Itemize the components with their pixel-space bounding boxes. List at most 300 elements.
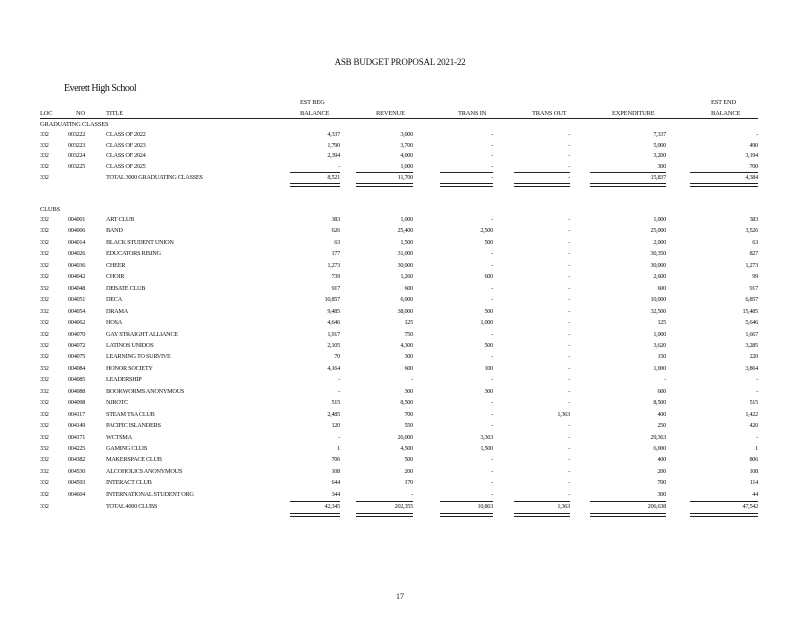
cell-trans-out: - [568, 250, 570, 258]
table-row [0, 318, 800, 328]
cell-expenditure: 8,500 [653, 399, 666, 407]
cell-end-balance: - [756, 376, 758, 384]
total-double-rule [440, 183, 493, 187]
cell-no: 003225 [68, 162, 86, 170]
cell-expenditure: 1,000 [653, 216, 666, 223]
cell-end-balance: 5,646 [745, 319, 758, 327]
total-rule [690, 172, 758, 173]
cell-end-balance: 827 [749, 250, 758, 258]
total-row [0, 502, 800, 512]
total-double-rule [690, 183, 758, 187]
cell-expenditure: 300 [657, 490, 666, 498]
total-double-rule [514, 513, 570, 517]
cell-no: 004026 [68, 250, 86, 258]
cell-end-balance: 3,194 [745, 152, 758, 160]
cell-trans-out: - [568, 387, 570, 395]
cell-expenditure: 200 [657, 467, 666, 475]
cell-beg-balance: 1,273 [327, 261, 340, 269]
cell-loc: 332 [40, 296, 49, 304]
total-double-rule [290, 513, 340, 517]
cell-expenditure: 7,337 [653, 131, 666, 138]
table-row [0, 478, 800, 488]
cell-trans-in: - [491, 399, 493, 407]
cell-end-balance: 806 [749, 456, 758, 464]
table-row [0, 375, 800, 385]
cell-revenue: 500 [404, 456, 413, 464]
cell-end-balance: - [756, 387, 758, 395]
cell-no: 004088 [68, 387, 86, 395]
cell-no: 004117 [68, 410, 85, 418]
cell-revenue: 1,500 [400, 238, 413, 246]
cell-title: CLASS OF 2022 [106, 131, 146, 138]
cell-trans-out: - [568, 307, 570, 315]
cell-revenue: - [411, 490, 413, 498]
cell-revenue: 600 [404, 284, 413, 292]
column-header-title: TITLE [106, 110, 124, 117]
table-row [0, 467, 800, 477]
cell-loc: 332 [40, 410, 49, 418]
cell-expenditure: 15,837 [650, 174, 666, 182]
cell-end-balance: 3,864 [745, 364, 758, 372]
cell-beg-balance: 63 [334, 238, 340, 246]
cell-expenditure: 250 [657, 422, 666, 430]
cell-loc: 332 [40, 174, 49, 182]
cell-revenue: 25,400 [397, 227, 413, 235]
cell-trans-out: - [568, 353, 570, 361]
cell-title: HONOR SOCIETY [106, 364, 153, 372]
cell-revenue: 300 [404, 353, 413, 361]
total-rule [514, 501, 570, 502]
cell-trans-in: - [491, 410, 493, 418]
cell-trans-in: 300 [484, 387, 493, 395]
cell-title: INTERACT CLUB [106, 479, 152, 487]
cell-trans-out: - [568, 433, 570, 441]
table-row [0, 307, 800, 317]
cell-expenditure: 400 [657, 456, 666, 464]
cell-loc: 332 [40, 387, 49, 395]
column-header-revenue: REVENUE [376, 110, 405, 117]
cell-revenue: 1,000 [400, 216, 413, 223]
cell-trans-out: - [568, 341, 570, 349]
column-header-trans-in: TRANS IN [458, 110, 487, 117]
cell-trans-in: - [491, 174, 493, 182]
cell-expenditure: 5,000 [653, 141, 666, 149]
cell-loc: 332 [40, 422, 49, 430]
cell-loc: 332 [40, 330, 49, 338]
cell-revenue: 30,000 [397, 261, 413, 269]
cell-trans-out: - [568, 261, 570, 269]
cell-loc: 332 [40, 307, 49, 315]
table-row [0, 284, 800, 294]
cell-title: BAND [106, 227, 123, 235]
cell-no: 004070 [68, 330, 86, 338]
cell-revenue: 3,000 [400, 131, 413, 138]
total-rule [690, 501, 758, 502]
cell-revenue: 8,500 [400, 399, 413, 407]
cell-title: LEARNING TO SURVIVE [106, 353, 171, 361]
total-double-rule [590, 513, 666, 517]
cell-end-balance: 99 [752, 273, 758, 281]
cell-title: HOSA [106, 319, 122, 327]
cell-trans-in: 2,500 [480, 227, 493, 235]
cell-no: 004149 [68, 422, 86, 430]
cell-revenue: 1,260 [400, 273, 413, 281]
cell-beg-balance: 4,164 [327, 364, 340, 372]
table-row [0, 387, 800, 397]
header-rule [40, 118, 758, 119]
cell-expenditure: 25,000 [650, 227, 666, 235]
cell-trans-out: - [568, 479, 570, 487]
cell-trans-out: - [568, 296, 570, 304]
cell-loc: 332 [40, 376, 49, 384]
cell-no: 004530 [68, 467, 86, 475]
cell-no: 004604 [68, 490, 86, 498]
cell-beg-balance: 9,485 [327, 307, 340, 315]
cell-beg-balance: - [338, 162, 340, 170]
total-double-rule [440, 513, 493, 517]
cell-trans-out: - [568, 273, 570, 281]
cell-loc: 332 [40, 284, 49, 292]
table-row [0, 272, 800, 282]
cell-title: BLACK STUDENT UNION [106, 238, 174, 246]
cell-trans-in: 500 [484, 238, 493, 246]
cell-end-balance: 1 [755, 445, 758, 452]
cell-no: 004062 [68, 319, 86, 327]
cell-beg-balance: 626 [331, 227, 340, 235]
cell-trans-out: - [568, 162, 570, 170]
table-row [0, 226, 800, 236]
cell-end-balance: 917 [749, 284, 758, 292]
cell-trans-out: - [568, 238, 570, 246]
cell-title: WCTSMA [106, 433, 132, 441]
cell-trans-out: - [568, 422, 570, 430]
cell-loc: 332 [40, 467, 49, 475]
total-rule [290, 172, 340, 173]
cell-no: 004001 [68, 216, 86, 223]
cell-trans-out: - [568, 319, 570, 327]
cell-revenue: 125 [404, 319, 413, 327]
cell-revenue: 3,700 [400, 141, 413, 149]
table-row [0, 410, 800, 420]
column-header-no: NO [76, 110, 85, 117]
cell-trans-out: - [568, 330, 570, 338]
cell-title: DRAMA [106, 307, 128, 315]
cell-end-balance: 515 [749, 399, 758, 407]
cell-revenue: 600 [404, 364, 413, 372]
cell-trans-out: - [568, 376, 570, 384]
table-row [0, 238, 800, 248]
cell-trans-in: 600 [484, 273, 493, 281]
cell-loc: 332 [40, 364, 49, 372]
cell-revenue: 4,500 [400, 445, 413, 452]
cell-beg-balance: - [338, 387, 340, 395]
cell-beg-balance: 108 [331, 467, 340, 475]
cell-loc: 332 [40, 131, 49, 138]
table-row [0, 215, 800, 225]
cell-end-balance: 6,857 [745, 296, 758, 304]
cell-trans-out: - [568, 399, 570, 407]
table-row [0, 490, 800, 500]
cell-trans-in: - [491, 479, 493, 487]
cell-expenditure: 3,200 [653, 152, 666, 160]
cell-no: 004084 [68, 364, 86, 372]
cell-loc: 332 [40, 238, 49, 246]
cell-revenue: 750 [404, 330, 413, 338]
report-title: ASB BUDGET PROPOSAL 2021-22 [334, 57, 466, 67]
cell-revenue: 550 [404, 422, 413, 430]
cell-trans-out: - [568, 490, 570, 498]
cell-title: CLASS OF 2024 [106, 152, 146, 160]
cell-trans-out: - [568, 152, 570, 160]
cell-beg-balance: - [338, 376, 340, 384]
cell-expenditure: 2,600 [653, 273, 666, 281]
total-double-rule [290, 183, 340, 187]
cell-title: TOTAL 3000 GRADUATING CLASSES [106, 174, 203, 182]
cell-beg-balance: 2,485 [327, 410, 340, 418]
table-row [0, 295, 800, 305]
cell-beg-balance: 1 [337, 445, 340, 452]
cell-beg-balance: 515 [331, 399, 340, 407]
cell-title: TOTAL 4000 CLUBS [106, 503, 158, 511]
cell-beg-balance: - [338, 433, 340, 441]
column-header-trans-out: TRANS OUT [532, 110, 567, 117]
cell-trans-in: - [491, 467, 493, 475]
cell-expenditure: 150 [657, 353, 666, 361]
cell-beg-balance: 383 [331, 216, 340, 223]
cell-end-balance: 1,422 [745, 410, 758, 418]
cell-title: MAKERSPACE CLUB [106, 456, 162, 464]
cell-trans-out: - [568, 364, 570, 372]
cell-beg-balance: 1,790 [327, 141, 340, 149]
cell-trans-out: 1,363 [557, 503, 570, 511]
cell-expenditure: 3,620 [653, 341, 666, 349]
cell-trans-in: 100 [484, 364, 493, 372]
cell-no: 004382 [68, 456, 86, 464]
cell-title: CHOIR [106, 273, 125, 281]
cell-expenditure: 30,000 [650, 261, 666, 269]
cell-revenue: 26,000 [397, 433, 413, 441]
cell-expenditure: 10,000 [650, 296, 666, 304]
cell-trans-in: 500 [484, 307, 493, 315]
cell-loc: 332 [40, 456, 49, 464]
cell-expenditure: 29,363 [650, 433, 666, 441]
table-row [0, 421, 800, 431]
cell-title: STEAM TSA CLUB [106, 410, 155, 418]
cell-end-balance: 3,526 [745, 227, 758, 235]
cell-title: CLASS OF 2025 [106, 162, 146, 170]
cell-revenue: 200 [404, 467, 413, 475]
total-double-rule [590, 183, 666, 187]
cell-loc: 332 [40, 162, 49, 170]
cell-end-balance: 383 [749, 216, 758, 223]
cell-expenditure: 32,500 [650, 307, 666, 315]
column-header-loc: LOC [40, 110, 53, 117]
cell-end-balance: 4,384 [745, 174, 758, 182]
cell-loc: 332 [40, 353, 49, 361]
cell-beg-balance: 10,857 [324, 296, 340, 304]
cell-trans-in: 1,500 [480, 445, 493, 452]
cell-loc: 332 [40, 227, 49, 235]
cell-expenditure: 1,000 [653, 330, 666, 338]
column-header-end-top: EST END [711, 99, 737, 106]
cell-loc: 332 [40, 341, 49, 349]
cell-trans-out: 1,363 [557, 410, 570, 418]
cell-expenditure: 400 [657, 410, 666, 418]
cell-end-balance: 420 [749, 422, 758, 430]
cell-trans-in: - [491, 353, 493, 361]
cell-revenue: 4,000 [400, 152, 413, 160]
cell-loc: 332 [40, 261, 49, 269]
cell-trans-out: - [568, 174, 570, 182]
cell-trans-in: - [491, 330, 493, 338]
cell-end-balance: - [756, 433, 758, 441]
cell-revenue: 202,355 [394, 503, 413, 511]
cell-no: 004014 [68, 238, 86, 246]
table-row [0, 330, 800, 340]
cell-trans-in: 3,363 [480, 433, 493, 441]
cell-title: INTERNATIONAL STUDENT ORG [106, 490, 194, 498]
cell-trans-out: - [568, 467, 570, 475]
cell-no: 003222 [68, 131, 86, 138]
cell-trans-in: - [491, 141, 493, 149]
cell-end-balance: 700 [749, 162, 758, 170]
total-rule [590, 172, 666, 173]
cell-title: CLASS OF 2023 [106, 141, 146, 149]
cell-end-balance: 1,667 [745, 330, 758, 338]
total-rule [440, 501, 493, 502]
cell-expenditure: 206,638 [647, 503, 666, 511]
total-rule [290, 501, 340, 502]
cell-beg-balance: 70 [334, 353, 340, 361]
cell-no: 004036 [68, 261, 86, 269]
cell-loc: 332 [40, 490, 49, 498]
cell-loc: 332 [40, 141, 49, 149]
total-row [0, 173, 800, 183]
cell-no: 003223 [68, 141, 86, 149]
cell-no: 004075 [68, 353, 86, 361]
page-number: 17 [396, 592, 404, 601]
cell-end-balance: 3,285 [745, 341, 758, 349]
cell-trans-in: - [491, 422, 493, 430]
table-row [0, 151, 800, 161]
cell-beg-balance: 739 [331, 273, 340, 281]
total-double-rule [356, 183, 413, 187]
school-name: Everett High School [64, 83, 137, 94]
section-header-clubs: CLUBS [40, 206, 60, 213]
total-rule [356, 501, 413, 502]
cell-trans-in: - [491, 250, 493, 258]
cell-loc: 332 [40, 319, 49, 327]
total-rule [440, 172, 493, 173]
table-row [0, 352, 800, 362]
cell-title: LATINOS UNIDOS [106, 341, 154, 349]
cell-trans-in: 500 [484, 341, 493, 349]
cell-revenue: 300 [404, 387, 413, 395]
cell-no: 004054 [68, 307, 86, 315]
cell-revenue: 38,000 [397, 307, 413, 315]
section-header-graduating: GRADUATING CLASSES [40, 121, 109, 128]
column-header-end-bottom: BALANCE [711, 110, 741, 117]
cell-title: ART CLUB [106, 216, 135, 223]
cell-revenue: 170 [404, 479, 413, 487]
cell-expenditure: 600 [657, 284, 666, 292]
total-rule [514, 172, 570, 173]
cell-title: EDUCATORS RISING [106, 250, 161, 258]
cell-expenditure: 30,350 [650, 250, 666, 258]
cell-title: GAMING CLUB [106, 445, 147, 452]
cell-no: 004051 [68, 296, 86, 304]
table-row [0, 162, 800, 172]
cell-title: LEADERSHIP [106, 376, 142, 384]
table-row [0, 433, 800, 443]
cell-title: CHEER [106, 261, 126, 269]
cell-title: DECA [106, 296, 122, 304]
cell-no: 004225 [68, 445, 86, 452]
cell-loc: 332 [40, 250, 49, 258]
cell-loc: 332 [40, 216, 49, 223]
cell-trans-out: - [568, 445, 570, 452]
cell-no: 004048 [68, 284, 86, 292]
cell-beg-balance: 644 [331, 479, 340, 487]
cell-revenue: 31,000 [397, 250, 413, 258]
cell-loc: 332 [40, 273, 49, 281]
cell-end-balance: 1,273 [745, 261, 758, 269]
cell-loc: 332 [40, 479, 49, 487]
cell-beg-balance: 42,345 [324, 503, 340, 511]
cell-end-balance: 44 [752, 490, 758, 498]
cell-trans-in: - [491, 152, 493, 160]
table-row [0, 444, 800, 454]
table-row [0, 130, 800, 140]
cell-revenue: 6,000 [400, 296, 413, 304]
cell-trans-out: - [568, 131, 570, 138]
table-row [0, 249, 800, 259]
cell-beg-balance: 2,394 [327, 152, 340, 160]
cell-trans-in: - [491, 376, 493, 384]
cell-end-balance: 490 [749, 141, 758, 149]
column-header-beg-bottom: BALANCE [300, 110, 330, 117]
cell-trans-out: - [568, 227, 570, 235]
table-row [0, 141, 800, 151]
cell-trans-in: 1,000 [480, 319, 493, 327]
cell-expenditure: 300 [657, 162, 666, 170]
cell-beg-balance: 706 [331, 456, 340, 464]
total-rule [356, 172, 413, 173]
cell-trans-out: - [568, 141, 570, 149]
cell-expenditure: - [664, 376, 666, 384]
cell-trans-in: - [491, 216, 493, 223]
cell-no: 004006 [68, 227, 86, 235]
cell-end-balance: 108 [749, 467, 758, 475]
cell-trans-in: - [491, 296, 493, 304]
cell-trans-in: - [491, 131, 493, 138]
cell-end-balance: 15,485 [742, 307, 758, 315]
table-row [0, 341, 800, 351]
cell-title: BOOKWORMS ANONYMOUS [106, 387, 185, 395]
cell-trans-in: - [491, 284, 493, 292]
cell-trans-in: 10,863 [477, 503, 493, 511]
cell-trans-in: - [491, 490, 493, 498]
cell-no: 004072 [68, 341, 86, 349]
cell-no: 003224 [68, 152, 86, 160]
table-row [0, 455, 800, 465]
cell-revenue: 1,000 [400, 162, 413, 170]
cell-beg-balance: 4,646 [327, 319, 340, 327]
cell-expenditure: 6,000 [653, 445, 666, 452]
cell-end-balance: 220 [749, 353, 758, 361]
cell-expenditure: 125 [657, 319, 666, 327]
cell-end-balance: 63 [752, 238, 758, 246]
